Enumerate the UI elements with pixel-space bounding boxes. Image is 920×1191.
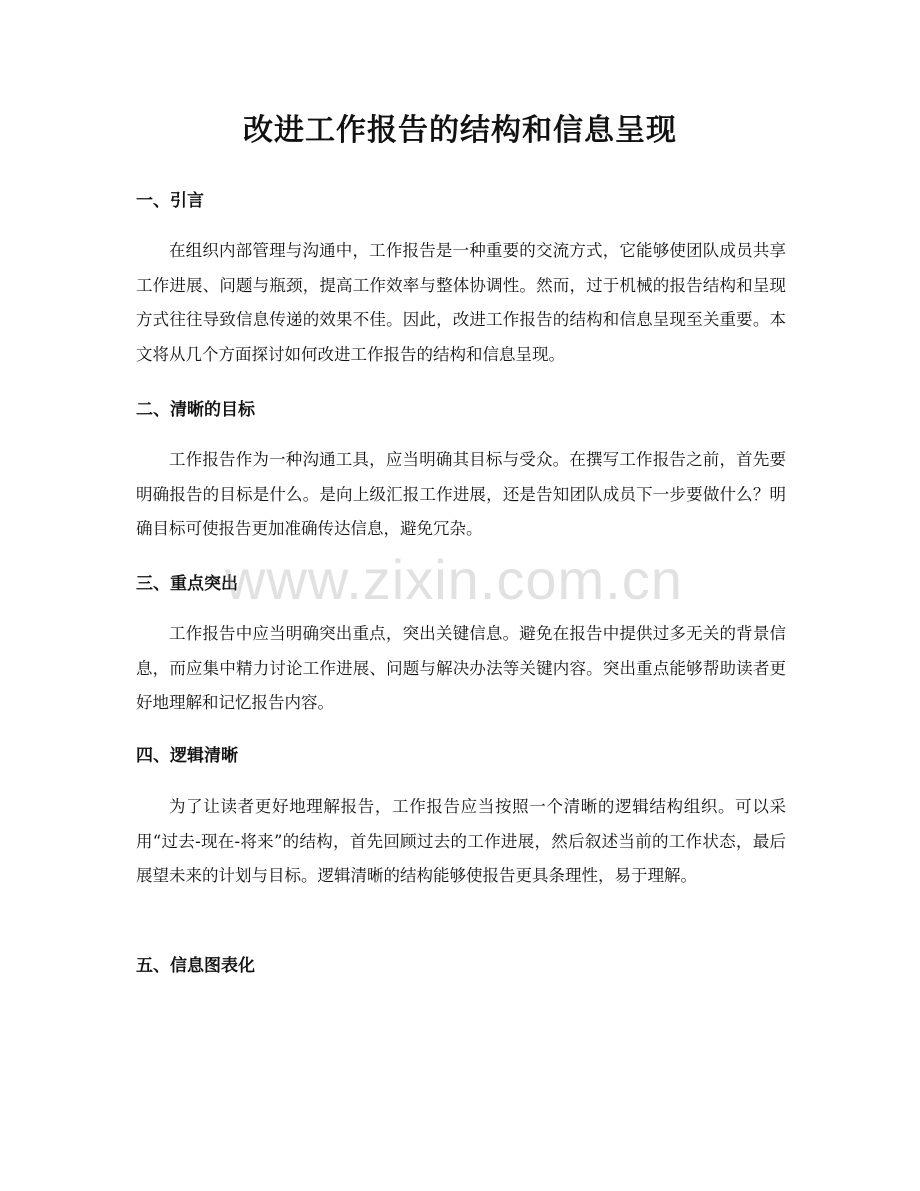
watermark: www.zixin.com.cn [225,548,683,611]
section-heading-goals: 二、清晰的目标 [136,400,255,420]
section-heading-focus: 三、重点突出 [136,574,238,594]
section-body-intro: 在组织内部管理与沟通中，工作报告是一种重要的交流方式，它能够使团队成员共享工作进展、问题与瓶颈，提高工作效率与整体协调性。然而，过于机械的报告结构和呈现方式往往导致信息传递的效果不佳。因此，改进工作报告的结构和信息呈现至关重要。本文将从几个方面探讨如何改进工作报告的结构和信息呈现。 [136,241,786,364]
section-body-goals: 工作报告作为一种沟通工具，应当明确其目标与受众。在撰写工作报告之前，首先要明确报告的目标是什么。是向上级汇报工作进展，还是告知团队成员下一步要做什么？明确目标可使报告更加准确传达信息，避免冗杂。 [136,450,786,538]
section-heading-logic: 四、逻辑清晰 [136,746,238,766]
section-heading-intro: 一、引言 [136,191,204,211]
section-body-logic: 为了让读者更好地理解报告，工作报告应当按照一个清晰的逻辑结构组织。可以采用“过去-现在-将来”的结构，首先回顾过去的工作进展，然后叙述当前的工作状态，最后展望未来的计划与目标。逻辑清晰的结构能够使报告更具条理性，易于理解。 [136,797,786,885]
page-title: 改进工作报告的结构和信息呈现 [243,113,677,148]
section-body-focus: 工作报告中应当明确突出重点，突出关键信息。避免在报告中提供过多无关的背景信息，而应集中精力讨论工作进展、问题与解决办法等关键内容。突出重点能够帮助读者更好地理解和记忆报告内容。 [136,624,786,712]
section-heading-infographics: 五、信息图表化 [136,956,255,976]
